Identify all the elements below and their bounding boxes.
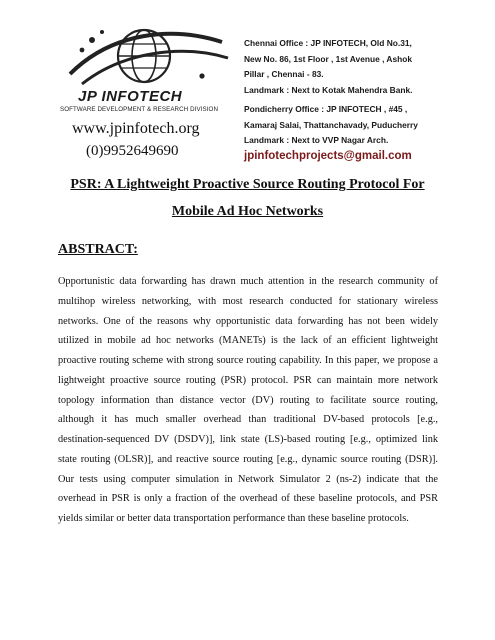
address-line: Landmark : Next to VVP Nagar Arch. [244, 135, 389, 145]
letterhead [0, 0, 495, 170]
address-line: Landmark : Next to Kotak Mahendra Bank. [244, 84, 413, 95]
email-link[interactable]: jpinfotechprojects@gmail.com [244, 150, 412, 162]
brand-name: JP INFOTECH [78, 88, 183, 105]
pondicherry-office-address [244, 102, 418, 149]
jp-infotech-logo-icon [52, 22, 232, 92]
title-line: PSR: A Lightweight Proactive Source Routing Protocol For [70, 177, 425, 192]
phone-number: (0)9952649690 [86, 143, 179, 159]
paper-title [30, 171, 465, 225]
abstract-heading: ABSTRACT: [58, 242, 138, 257]
brand-tagline: SOFTWARE DEVELOPMENT & RESEARCH DIVISION [60, 106, 219, 113]
address-line: Chennai Office : JP INFOTECH, Old No.31, [244, 38, 412, 48]
title-line: Mobile Ad Hoc Networks [171, 204, 324, 219]
chennai-office-address [244, 36, 412, 98]
address-line: New No. 86, 1st Floor , 1st Avenue , Ashok [244, 53, 413, 64]
address-line: Pillar , Chennai - 83. [244, 69, 324, 79]
address-line: Kamaraj Salai, Thattanchavady, Puducherry [244, 119, 418, 130]
website-link[interactable]: www.jpinfotech.org [72, 120, 200, 137]
abstract-body: Opportunistic data forwarding has drawn much attention in the research community of multihop wireless networking, with most research conducted for stationary wireless networks. One of the reasons why opportunistic data forwarding has not been widely utilized in mobile ad hoc networks (MANETs) is the lack of an efficient lightweight proactive routing scheme with strong source routing capability. In this paper, we propose a lightweight proactive source routing (PSR) protocol. PSR can maintain more network topology information than distance vector (DV) routing to facilitate source routing, although it has much smaller overhead than traditional DV-based protocols [e.g., destination-sequenced DV (DSDV)], link state (LS)-based routing [e.g., optimized link state routing (OLSR)], and reactive source routing [e.g., dynamic source routing (DSR)]. Our tests using computer simulation in Network Simulator 2 (ns-2) indicate that the overhead in PSR is only a fraction of the overhead of these baseline protocols, and PSR yields similar or better data transportation performance than these baseline protocols. [58, 276, 438, 524]
address-line: Pondicherry Office : JP INFOTECH , #45 , [244, 104, 408, 114]
